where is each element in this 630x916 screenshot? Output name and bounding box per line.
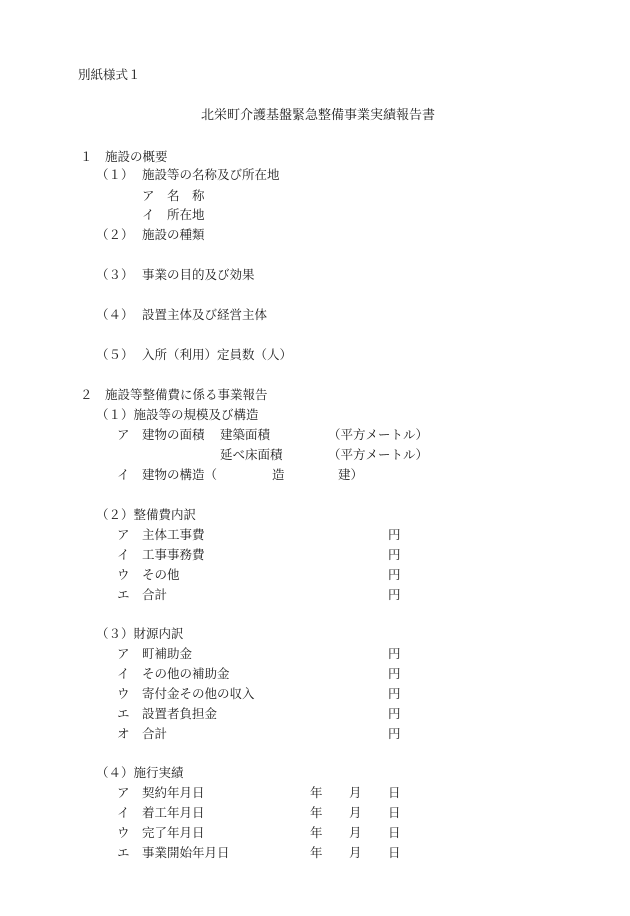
funding-item-yen-unit: 円: [388, 686, 401, 701]
storeys-suffix: 建）: [338, 467, 364, 482]
scale-area-kana: ア: [117, 427, 130, 442]
item-1-2-number: （２）: [96, 227, 134, 242]
funding-item-kana: ウ: [117, 686, 130, 701]
page-title: 北栄町介護基盤緊急整備事業実績報告書: [201, 108, 436, 123]
schedule-item-kana: エ: [117, 845, 130, 860]
schedule-year-unit: 年: [310, 825, 323, 840]
item-1-1-address-field: イ 所在地: [142, 207, 205, 222]
schedule-item-kana: ア: [117, 785, 130, 800]
item-1-1-name-field: ア 名 称: [142, 188, 205, 203]
construction-area-label: 建築面積: [220, 427, 271, 442]
item-1-2-label: 施設の種類: [142, 227, 205, 242]
schedule-year-unit: 年: [310, 845, 323, 860]
schedule-heading: （４）施行実績: [96, 765, 184, 780]
funding-item-yen-unit: 円: [388, 646, 401, 661]
funding-item-yen-unit: 円: [388, 666, 401, 681]
item-1-5-number: （５）: [96, 347, 134, 362]
funding-item-label: 設置者負担金: [142, 706, 218, 721]
schedule-item-label: 事業開始年月日: [142, 845, 230, 860]
section-2-heading: ２ 施設等整備費に係る事業報告: [80, 387, 268, 402]
funding-item-yen-unit: 円: [388, 726, 401, 741]
schedule-day-unit: 日: [388, 845, 401, 860]
funding-item-kana: エ: [117, 706, 130, 721]
cost-item-label: 合計: [142, 587, 168, 602]
schedule-day-unit: 日: [388, 805, 401, 820]
schedule-month-unit: 月: [349, 785, 362, 800]
schedule-month-unit: 月: [349, 845, 362, 860]
cost-item-label: 主体工事費: [142, 527, 205, 542]
cost-item-yen-unit: 円: [388, 567, 401, 582]
cost-item-kana: エ: [117, 587, 130, 602]
construction-area-unit: （平方メートル）: [328, 427, 429, 442]
structure-type-suffix: 造: [272, 467, 285, 482]
schedule-item-label: 着工年月日: [142, 805, 205, 820]
item-1-3-number: （３）: [96, 267, 134, 282]
funding-item-yen-unit: 円: [388, 706, 401, 721]
structure-kana: イ: [117, 467, 130, 482]
scale-heading: （１）施設等の規模及び構造: [96, 407, 259, 422]
schedule-item-label: 契約年月日: [142, 785, 205, 800]
cost-item-label: その他: [142, 567, 180, 582]
item-1-5-label: 入所（利用）定員数（人）: [142, 347, 293, 362]
section-1-heading: １ 施設の概要: [80, 149, 168, 164]
funding-item-kana: イ: [117, 666, 130, 681]
funding-item-label: 合計: [142, 726, 168, 741]
item-1-1-label: 施設等の名称及び所在地: [142, 167, 280, 182]
funding-item-kana: オ: [117, 726, 130, 741]
costs-heading: （２）整備費内訳: [96, 507, 197, 522]
funding-item-label: 寄付金その他の収入: [142, 686, 255, 701]
funding-item-label: その他の補助金: [142, 666, 230, 681]
cost-item-kana: ア: [117, 527, 130, 542]
total-floor-area-unit: （平方メートル）: [328, 447, 429, 462]
item-1-4-label: 設置主体及び経営主体: [142, 307, 268, 322]
schedule-day-unit: 日: [388, 825, 401, 840]
funding-heading: （３）財源内訳: [96, 626, 184, 641]
schedule-year-unit: 年: [310, 805, 323, 820]
form-label: 別紙様式１: [78, 67, 141, 82]
schedule-year-unit: 年: [310, 785, 323, 800]
schedule-item-kana: イ: [117, 805, 130, 820]
item-1-1-number: （１）: [96, 167, 134, 182]
schedule-month-unit: 月: [349, 825, 362, 840]
funding-item-kana: ア: [117, 646, 130, 661]
cost-item-yen-unit: 円: [388, 527, 401, 542]
cost-item-yen-unit: 円: [388, 547, 401, 562]
schedule-day-unit: 日: [388, 785, 401, 800]
schedule-item-label: 完了年月日: [142, 825, 205, 840]
building-structure-label: 建物の構造（: [142, 467, 218, 482]
cost-item-kana: ウ: [117, 567, 130, 582]
item-1-4-number: （４）: [96, 307, 134, 322]
total-floor-area-label: 延べ床面積: [220, 447, 283, 462]
building-area-label: 建物の面積: [142, 427, 205, 442]
item-1-3-label: 事業の目的及び効果: [142, 267, 255, 282]
cost-item-label: 工事事務費: [142, 547, 205, 562]
schedule-item-kana: ウ: [117, 825, 130, 840]
cost-item-yen-unit: 円: [388, 587, 401, 602]
cost-item-kana: イ: [117, 547, 130, 562]
funding-item-label: 町補助金: [142, 646, 193, 661]
schedule-month-unit: 月: [349, 805, 362, 820]
